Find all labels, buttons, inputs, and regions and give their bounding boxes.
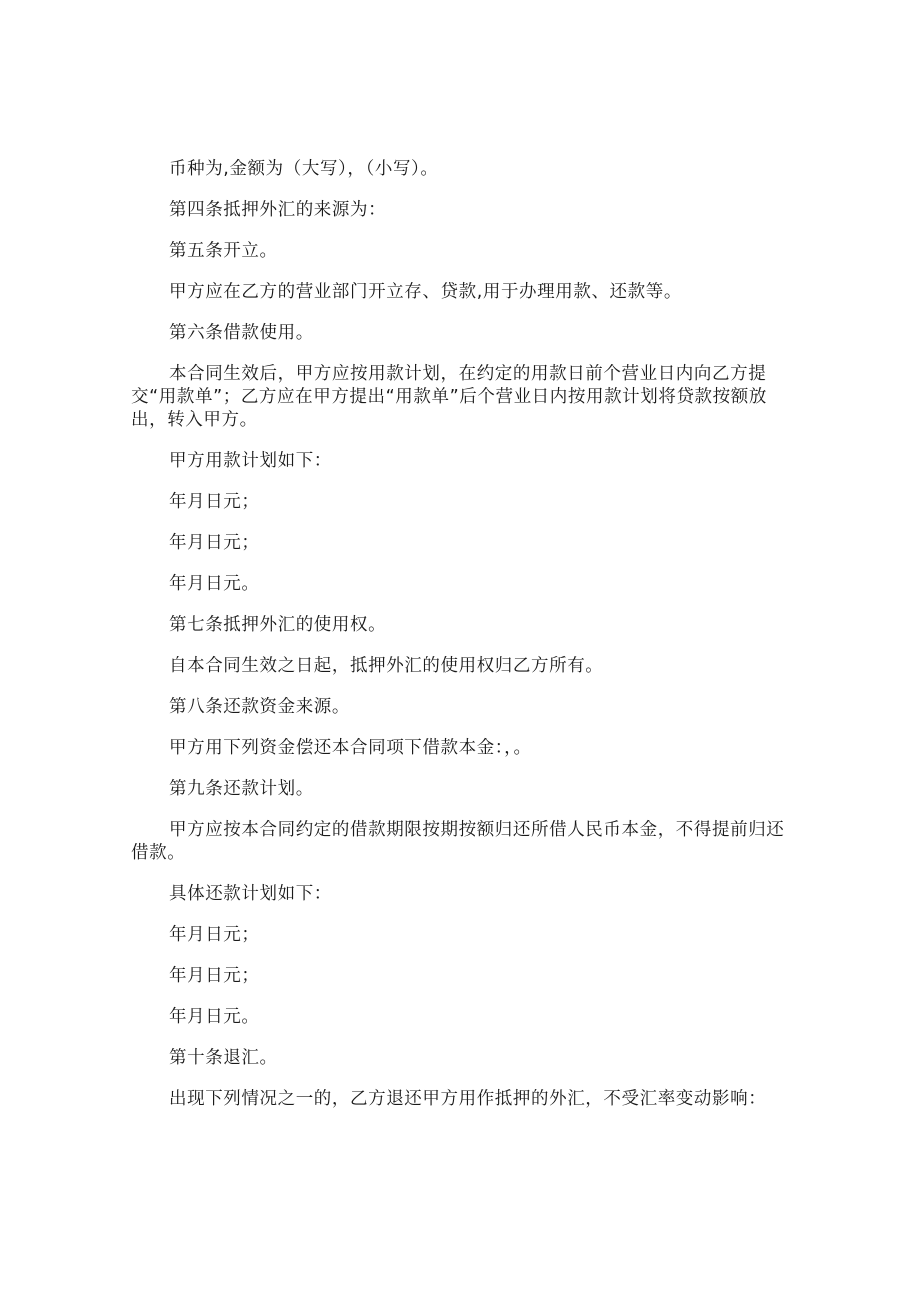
- paragraph-article-4: 第四条抵押外汇的来源为：: [169, 200, 387, 220]
- paragraph-usage-plan-item: 年月日元。: [169, 574, 260, 594]
- paragraph-repayment-plan-item: 年月日元。: [169, 1007, 260, 1027]
- paragraph-repayment-plan-heading: 具体还款计划如下：: [169, 884, 332, 904]
- paragraph-usage-right: 自本合同生效之日起，抵押外汇的使用权归乙方所有。: [169, 656, 604, 676]
- paragraph-usage-plan-item: 年月日元；: [169, 533, 260, 553]
- paragraph-currency-amount: 币种为,金额为（大写），（小写）。: [169, 159, 439, 179]
- paragraph-repayment-plan-item: 年月日元；: [169, 925, 260, 945]
- paragraph-article-10: 第十条退汇。: [169, 1048, 278, 1068]
- document-body: [131, 158, 791, 1129]
- paragraph-article-7: 第七条抵押外汇的使用权。: [169, 615, 387, 635]
- paragraph-repayment-plan-item: 年月日元；: [169, 966, 260, 986]
- paragraph-usage-plan-item: 年月日元；: [169, 492, 260, 512]
- paragraph-usage-plan-heading: 甲方用款计划如下：: [169, 451, 332, 471]
- paragraph-article-8: 第八条还款资金来源。: [169, 697, 350, 717]
- paragraph-repayment-source: 甲方用下列资金偿还本合同项下借款本金：，。: [169, 738, 532, 758]
- paragraph-refund-conditions: 出现下列情况之一的，乙方退还甲方用作抵押的外汇，不受汇率变动影响：: [169, 1089, 767, 1109]
- paragraph-account-opening: 甲方应在乙方的营业部门开立存、贷款,用于办理用款、还款等。: [169, 282, 682, 302]
- paragraph-article-6: 第六条借款使用。: [169, 323, 314, 343]
- paragraph-repayment-terms: 甲方应按本合同约定的借款期限按期按额归还所借人民币本金，不得提前归还借款。: [131, 820, 785, 863]
- paragraph-article-5: 第五条开立。: [169, 241, 278, 261]
- paragraph-loan-usage: 本合同生效后，甲方应按用款计划，在约定的用款日前个营业日内向乙方提交“用款单”；乙方应在甲方提出“用款单”后个营业日内按用款计划将贷款按额放出，转入甲方。: [131, 364, 767, 430]
- paragraph-article-9: 第九条还款计划。: [169, 779, 314, 799]
